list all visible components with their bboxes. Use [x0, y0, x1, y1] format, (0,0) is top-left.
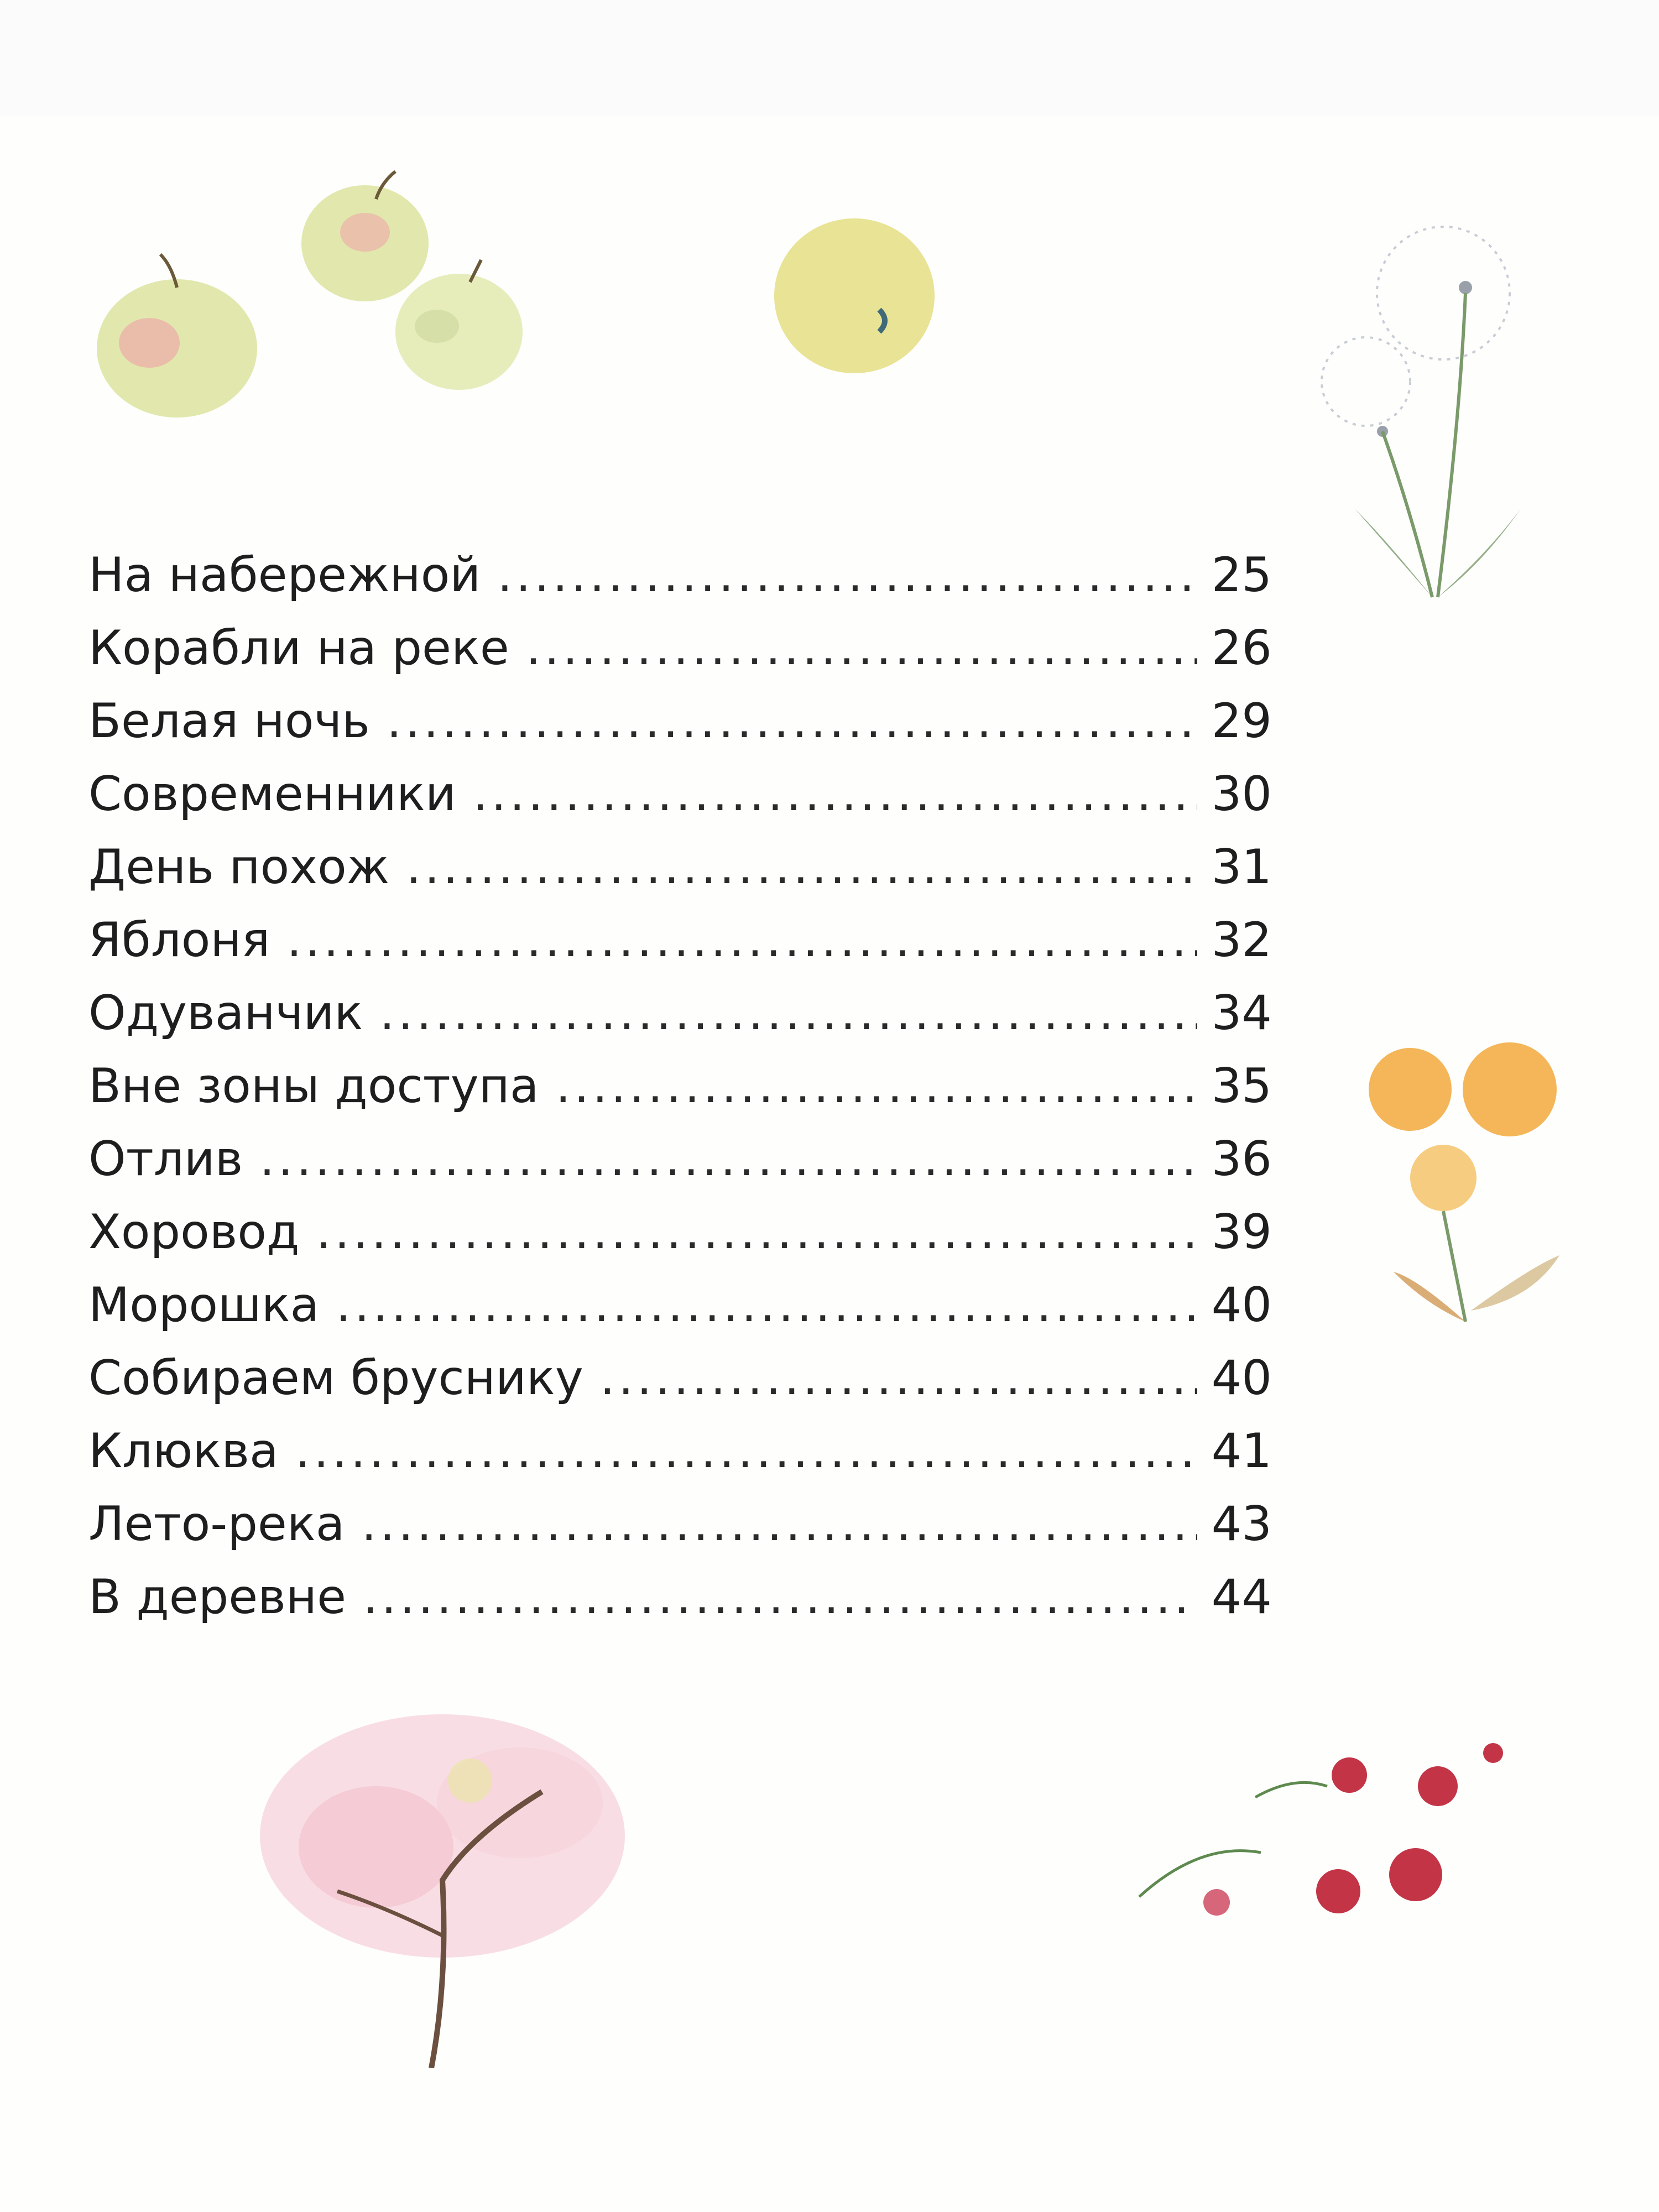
apples-illustration	[88, 166, 586, 453]
page-top-band	[0, 0, 1659, 116]
toc-entry-leader-dots	[316, 1204, 1197, 1260]
toc-entry-title: Современники	[88, 766, 456, 822]
toc-entry-page-number: 25	[1211, 547, 1272, 603]
toc-entry-leader-dots	[286, 912, 1197, 968]
toc-entry-page-number: 44	[1211, 1569, 1272, 1625]
toc-entry-leader-dots	[387, 693, 1197, 749]
toc-entry-title: Морошка	[88, 1277, 320, 1333]
cranberries-illustration	[1117, 1742, 1537, 1941]
toc-entry-title: День похож	[88, 839, 390, 895]
toc-entry-page-number: 29	[1211, 693, 1272, 749]
toc-entry-title: Собираем бруснику	[88, 1350, 583, 1406]
toc-entry-leader-dots	[600, 1350, 1197, 1406]
toc-entry-page-number: 36	[1211, 1131, 1272, 1187]
toc-entry	[88, 1496, 1272, 1569]
toc-entry-page-number: 30	[1211, 766, 1272, 822]
apple-blossom-illustration	[210, 1670, 708, 2068]
toc-entry-page-number: 26	[1211, 620, 1272, 676]
toc-entry-leader-dots	[336, 1277, 1197, 1333]
toc-entry-leader-dots	[295, 1423, 1197, 1479]
toc-entry-leader-dots	[259, 1131, 1197, 1187]
apple-1	[97, 254, 257, 418]
toc-entry-leader-dots	[526, 620, 1197, 676]
cloudberry-illustration	[1349, 1034, 1582, 1333]
toc-entry	[88, 1131, 1272, 1204]
toc-entry	[88, 547, 1272, 620]
toc-entry-leader-dots	[473, 766, 1197, 822]
toc-entry-leader-dots	[379, 985, 1197, 1041]
toc-entry-title: Лето-река	[88, 1496, 345, 1552]
toc-entry-title: Белая ночь	[88, 693, 370, 749]
table-of-contents	[88, 547, 1272, 1642]
toc-entry-page-number: 39	[1211, 1204, 1272, 1260]
toc-entry-page-number: 40	[1211, 1277, 1272, 1333]
toc-entry-leader-dots	[497, 547, 1197, 603]
toc-entry	[88, 912, 1272, 985]
toc-entry-leader-dots	[361, 1496, 1197, 1552]
toc-entry	[88, 1423, 1272, 1496]
toc-entry-title: Одуванчик	[88, 985, 363, 1041]
toc-entry-page-number: 41	[1211, 1423, 1272, 1479]
toc-entry-title: Яблоня	[88, 912, 270, 968]
yellow-apple-illustration	[758, 205, 951, 387]
toc-entry-page-number: 40	[1211, 1350, 1272, 1406]
toc-entry-title: Клюква	[88, 1423, 279, 1479]
apple-2	[301, 171, 429, 301]
toc-entry	[88, 1277, 1272, 1350]
toc-entry-title: В деревне	[88, 1569, 347, 1625]
toc-entry-title: Вне зоны доступа	[88, 1058, 539, 1114]
toc-entry	[88, 693, 1272, 766]
toc-entry-title: На набережной	[88, 547, 481, 603]
toc-entry	[88, 766, 1272, 839]
toc-entry-page-number: 35	[1211, 1058, 1272, 1114]
toc-entry-title: Корабли на реке	[88, 620, 509, 676]
toc-entry	[88, 1204, 1272, 1277]
toc-entry	[88, 1569, 1272, 1642]
toc-entry-title: Отлив	[88, 1131, 243, 1187]
toc-entry	[88, 985, 1272, 1058]
toc-entry-page-number: 32	[1211, 912, 1272, 968]
toc-entry-leader-dots	[406, 839, 1197, 895]
toc-entry	[88, 1350, 1272, 1423]
toc-entry-page-number: 43	[1211, 1496, 1272, 1552]
toc-entry	[88, 620, 1272, 693]
toc-entry-title: Хоровод	[88, 1204, 300, 1260]
toc-entry	[88, 1058, 1272, 1131]
toc-entry-leader-dots	[556, 1058, 1197, 1114]
toc-entry-page-number: 34	[1211, 985, 1272, 1041]
dandelion-illustration	[1300, 199, 1609, 630]
toc-entry-page-number: 31	[1211, 839, 1272, 895]
toc-entry	[88, 839, 1272, 912]
toc-entry-leader-dots	[363, 1569, 1197, 1625]
